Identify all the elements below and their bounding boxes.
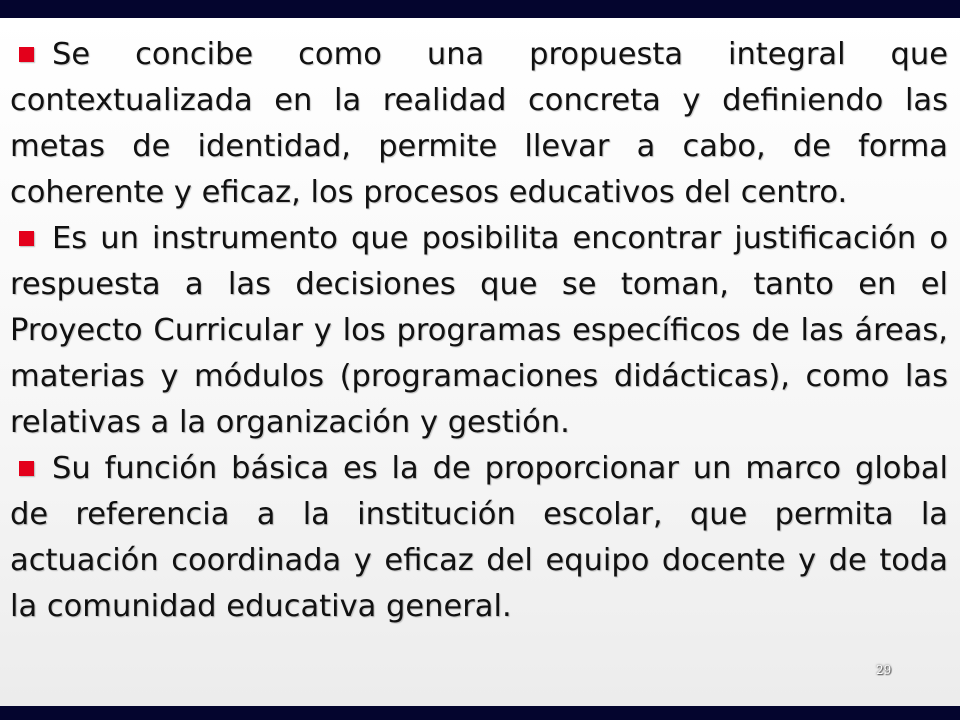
- paragraph-text: Es un instrumento que posibilita encontrar justificación o respuesta a las decisiones que se toman, tanto en el Proyecto Curricular y los programas específicos de las áreas, materias y módulos (programaciones didácticas), como las relativas a la organización y gestión.: [10, 221, 948, 440]
- square-bullet-icon: [19, 461, 34, 476]
- slide-body: [0, 18, 960, 706]
- square-bullet-icon: [19, 47, 34, 62]
- paragraph-text: Se concibe como una propuesta integral que contextualizada en la realidad concreta y definiendo las metas de identidad, permite llevar a cabo, de forma coherente y eficaz, los procesos educativos del centro.: [10, 37, 948, 210]
- bullet-paragraph: [10, 216, 948, 446]
- bullet-paragraph: [10, 446, 948, 630]
- square-bullet-icon: [19, 231, 34, 246]
- bullet-paragraph: [10, 32, 948, 216]
- page-number: 29: [876, 663, 892, 677]
- paragraph-text: Su función básica es la de proporcionar un marco global de referencia a la institución escolar, que permita la actuación coordinada y eficaz del equipo docente y de toda la comunidad educativa general.: [10, 451, 948, 624]
- bullet-list: [10, 32, 948, 630]
